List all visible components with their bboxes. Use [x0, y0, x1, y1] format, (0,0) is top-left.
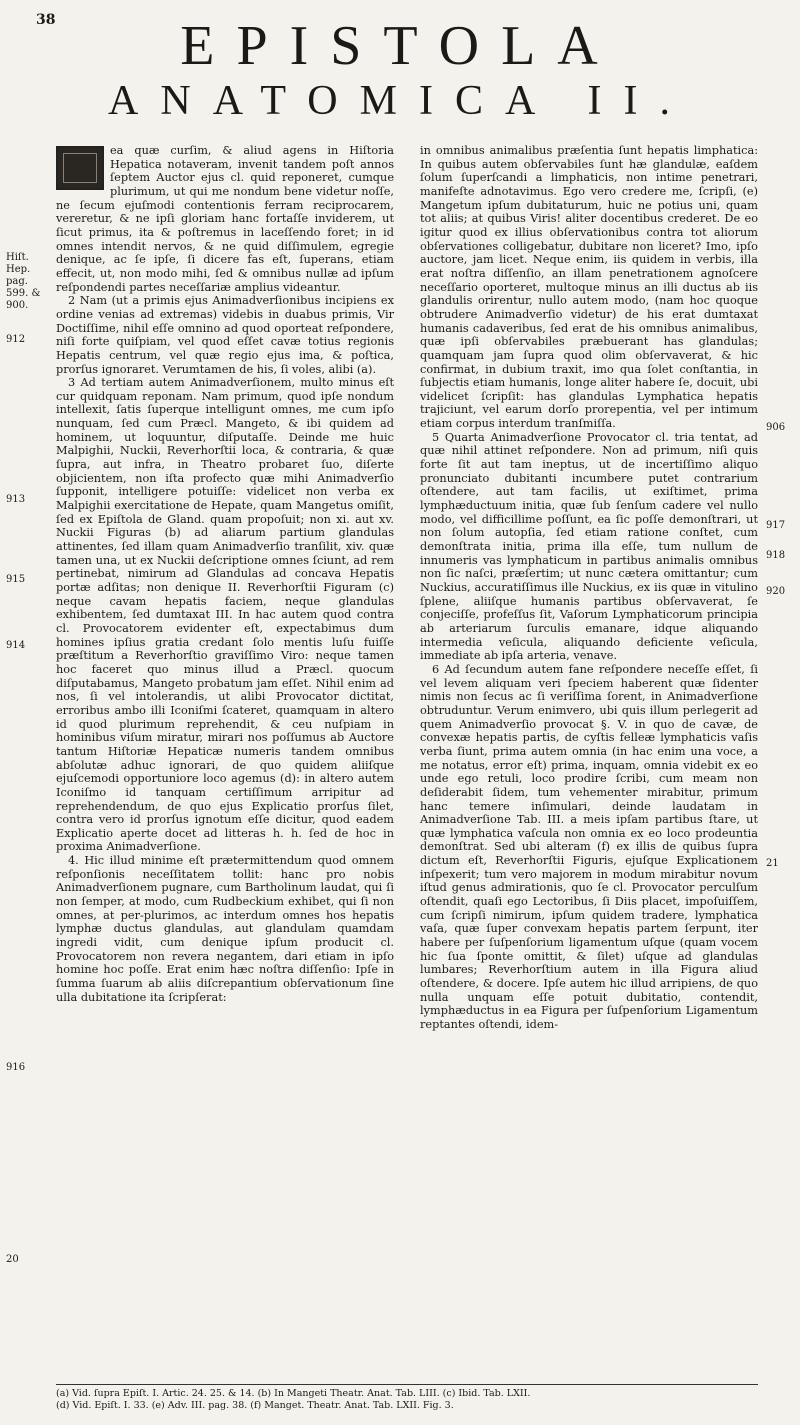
footnote-line-2: (d) Vid. Epiſt. I. 33. (e) Adv. III. pag. 38. (f) Manget. Theatr. Anat. Tab. LXII. Fig. 3. [56, 1400, 454, 1411]
right-column [420, 144, 758, 1032]
decorated-initial [56, 146, 104, 190]
paragraph-2: 2 Nam (ut a primis ejus Animadverſionibus incipiens ex ordine venias ad extremas) videbis in duabus primis, Vir Doctiſſime, nihil eſſe omnino ad quod oporteat reſpondere, niſi forte quiſpiam, vel quod eſſet cavæ totius regionis Hepatis centrum, vel quæ regio ejus ima, & poſtica, prorſus ignoraret. Verumtamen de his, ſi voles, alibi (a). [56, 294, 394, 376]
margin-left-6: 916 [6, 1062, 26, 1073]
margin-right-2: 917 [766, 520, 786, 531]
margin-left-1: Hiſt. Hep. pag. 599. & 900. [6, 252, 41, 311]
left-column [56, 144, 394, 1004]
paragraph-5: 5 Quarta Animadverſione Provocator cl. tria tentat, ad quæ nihil attinet reſpondere. Non ad primum, niſi quis forte ſit aut tam ineptus, ut de incertiſſimo aliquo pronunciato dubitanti incumbere putet contrarium oſtendere, aut tam facilis, ut exiſtimet, prima lymphæductuum initia, quæ ſub ſenſum cadere vel nullo modo, vel difficillime poſſunt, ea ſic poſſe demonſtrari, ut non ſolum autopſia, ſed etiam ratione conſtet, cum demonſtrata initia, prima illa eſſe, tum nullum de innumeris vas lymphaticum in partibus animalis omnibus non ſic naſci, præſertim; ut nunc cætera omittantur; cum Nuckius, accuratiſſimus ille Nuckius, ex iis quæ in vitulino ſplene, aliiſque humanis partibus obſervaverat, ſe conjeciſſe, profeſſus ſit, Vaſorum Lymphaticorum principia ab arteriarum ſurculis emanare, idque aliquando intermedia veſicula, aliquando deficiente veſicula, immediate ab ipſa arteria, venave. [420, 430, 758, 663]
margin-right-3: 918 [766, 550, 786, 561]
paragraph-6: 6 Ad ſecundum autem fane reſpondere neceſſe eſſet, ſi vel levem aliquam veri ſpeciem haberent quæ ſidenter nimis non ſecus ac ſi veriſſima ſorent, in Animadverſione obtruduntur. Verum enimvero, ubi quis illum perlegerit ad quem Animadverſio provocat §. V. in quo de cavæ, de convexæ hepatis partis, de cyſtis felleæ lymphaticis vaſis verba ſiunt, prima autem omnia (in hac enim una voce, a me notatus, error eſt) prima, inquam, omnia videbit ex eo unde ego retuli, loco prodire ſcribi, cum meam non deſiderabit ſidem, tum vehementer mirabitur, primum hanc temere inſimulari, deinde laudatam in Animadverſione Tab. III. a meis ipſam partibus ſtare, ut quæ lymphatica vaſcula non omnia ex eo loco prodeuntia demonſtrat. Sed ubi alteram (f) ex illis de quibus ſupra dictum eſt, Reverhorſtii Figuris, ejuſque Explicationem inſpexerit; tum vero majorem in modum mirabitur novum iſtud genus admirationis, quo ſe cl. Provocator perculſum oſtendit, quaſi ego Lectoribus, ſi Diis placet, impoſuiſſem, cum ſcripſi nimirum, ipſum quidem tradere, lymphatica vaſa, quæ ſuper convexam hepatis partem ſerpunt, iter habere per ſuſpenſorium ligamentum uſque (quam vocem hic ſua ſponte omittit, & ſilet) uſque ad glandulas lumbares; Reverhorſtium autem in illa Figura aliud oſtendere, & docere. Ipſe autem hic illud arripiens, de quo nulla unquam eſſe potuit dubitatio, contendit, lymphæductus in ea Figura per ſuſpenſorium Ligamentum reptantes oſtendi, idem- [420, 662, 758, 1031]
paragraph-4: 4. Hic illud minime eſt prætermittendum quod omnem reſponſionis neceſſitatem tollit: hanc pro nobis Animadverſionem pugnare, cum Bartholinum laudat, qui ſi non ſemper, at modo, cum Rudbeckium exhibet, qui ſi non omnes, at per-plurimos, ac interdum omnes hos hepatis lymphæ ductus glandulas, aut glandulam quamdam ingredi vidit, cum denique ipſum producit cl. Provocatorem non revera negantem, dari etiam in ipſo homine hoc poſſe. Erat enim hæc noſtra diſſenſio: Ipſe in ſumma ſuarum ab aliis diſcrepantium obſervationum ſine ulla dubitatione ita ſcripſerat: [56, 854, 394, 1004]
margin-right-1: 906 [766, 422, 786, 433]
margin-right-4: 920 [766, 586, 786, 597]
paragraph-3: 3 Ad tertiam autem Animadverſionem, multo minus eſt cur quidquam reponam. Nam primum, quod ipſe nondum intellexit, ſatis ſuperque intelligunt omnes, me cum ipſo nunquam, ſed cum Præcl. Mangeto, & ibi quidem ad hominem, ut loquuntur, diſputaſſe. Deinde me huic Malpighii, Nuckii, Reverhorſtii loca, & contraria, & quæ ſupra, aut infra, in Theatro probaret ſuo, diſerte objicientem, non iſta profecto quæ mihi Animadverſio ſupponit, intelligere potuiſſe: videlicet non verba ex Malpighii exercitatione de Hepate, quam Mangetus omiſit, ſed ex Epiſtola de Gland. quam propoſuit; non xi. aut xv. Nuckii Figuras (b) ad aliarum partium glandulas attinentes, ſed illam quam Animadverſio tranſilit, xiv. quæ tamen una, ut ex Nuckii deſcriptione omnes ſciunt, ad rem pertinebat, nimirum ad Glandulas ad concava Hepatis portæ adſitas; non denique II. Reverhorſtii Figuram (c) neque cavam hepatis faciem, neque glandulas exhibentem, ſed dumtaxat III. In hac autem quod contra cl. Provocatorem evidenter eſt, expectabimus dum homines ipſius gratia credant ſolo mentis luſu fuiſſe præſtitum a Reverhorſtio graviſſimo Viro: neque tamen hoc faceret quo minus illud a Præcl. quocum diſputabamus, Mangeto probatum jam eſſet. Nihil enim ad nos, ſi vel intolerandis, ut alibi Provocator dictitat, erroribus ambo illi Iconiſmi ſcateret, quamquam in altero id quod plurimum reprehendit, & ceu nuſpiam in hominibus viſum miratur, mirari nos poſſumus ab Auctore tantum Hiſtoriæ Hepaticæ numeris tandem omnibus abſolutæ adhuc ignorari, de quo quidem aliiſque ejuſcemodi opportuniore loco agemus (d): in altero autem Iconiſmo id tanquam certiſſimum arripitur ad reprehendendum, de quo ejus Explicatio prorſus ſilet, contra vero id prorſus ignotum eſſe dicitur, quod eadem Explicatio aperte docet ad litteras h. h. ſed de hoc in proxima Animadverſione. [56, 376, 394, 854]
footnote-line-1: (a) Vid. ſupra Epiſt. I. Artic. 24. 25. & 14. (b) In Mangeti Theatr. Anat. Tab. LIII. (c) Ibid. Tab. LXII. [56, 1388, 531, 1399]
paragraph-4-cont: in omnibus animalibus præſentia ſunt hepatis limphatica: In quibus autem obſervabiles ſunt hæ glandulæ, eaſdem ſolum ſuperſcandi a limphaticis, non intime penetrari, manifeſte adnotavimus. Ego vero credere me, ſcripſi, (e) Mangetum ipſum dubitaturum, huic ne potius uni, quam tot aliis; at quibus Viris! aliter docentibus crederet. De eo igitur quod ex illius obſervationibus contra tot aliorum obſervationes colligebatur, dubitare non liceret? Imo, ipſo auctore, jam licet. Neque enim, iis quidem in verbis, illa erat noſtra diſſenſio, an illam penetrationem agnoſcere neceſſario oporteret, multoque minus an illi ductus ab iis glandulis orirentur, nullo autem modo, (nam hoc quoque obtrudere Animadverſio videtur) de his erat dumtaxat humanis cadaveribus, ſed erat de his omnibus animalibus, quæ ipſi obſervabiles præbuerant has glandulas; quamquam jam ſupra quod olim obſervaverat, & hic confirmat, in dubium traxit, imo qua ſolet conſtantia, in ſubjectis etiam humanis, longe aliter habere ſe, docuit, ubi videlicet ſcripſit: has glandulas Lymphatica hepatis trajiciunt, vel earum dorſo prorepentia, vel per intimum etiam corpus interdum tranſmiſſa. [420, 144, 758, 431]
margin-right-5: 21 [766, 858, 779, 869]
page-title-anatomica: ANATOMICA II. [108, 78, 692, 124]
paragraph-1: ea quæ curſim, & aliud agens in Hiſtoria Hepatica notaveram, invenit tandem poſt annos ſeptem Auctor ejus cl. quid reponeret, cumque plurimum, ut qui me nondum bene videtur noſſe, ne ſecum ejuſmodi contentionis ferram reciprocarem, vereretur, & ne ipſi gloriam hanc fortaſſe inviderem, ut ſicut primus, ita & poſtremus in laceſſendo foret; in id omnes intendit nervos, & ne quid diſſimulem, egregie denique, ac ſe ipſe, ſi dicere fas eſt, ſuperans, etiam effecit, ut, non modo mihi, ſed & omnibus nullæ ad ipſum reſpondendi partes neceſſariæ amplius videantur. [56, 144, 394, 294]
margin-left-2: 912 [6, 334, 26, 345]
margin-left-4: 915 [6, 574, 26, 585]
margin-left-5: 914 [6, 640, 26, 651]
page-number: 38 [36, 12, 56, 28]
footnotes [56, 1388, 758, 1412]
margin-left-7: 20 [6, 1254, 19, 1265]
page-title-epistola: EPISTOLA [180, 15, 620, 77]
footnote-rule [56, 1384, 758, 1385]
margin-left-3: 913 [6, 494, 26, 505]
